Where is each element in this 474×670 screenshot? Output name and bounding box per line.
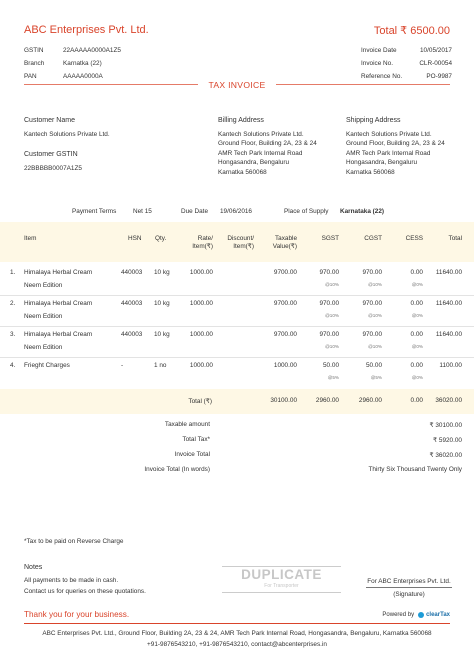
row-taxable: 9700.00 [273,269,297,276]
notes-line: All payments to be made in cash. [24,577,119,584]
due-date-value: 19/06/2016 [220,208,252,215]
gstin-value: 22AAAAA0000A1Z5 [63,47,121,54]
total-cgst: 2960.00 [358,397,382,404]
row-sgst: 50.00 [323,362,339,369]
invoice-total-words-value: Thirty Six Thousand Twenty Only [368,466,462,473]
invoice-details [361,44,452,83]
row-item: Himalaya Herbal Cream [24,331,93,338]
notes-label: Notes [24,564,43,571]
col-discount-line1: Discount/ [227,235,254,242]
row-cess: 0.00 [410,300,423,307]
shipping-line: Ground Floor, Building 2A, 23 & 24 [346,140,445,147]
row-sgst-rate: @10% [325,344,339,349]
row-divider [0,357,474,358]
col-taxable-line1: Taxable [274,235,297,242]
row-cess: 0.00 [410,362,423,369]
invoice-date-label: Invoice Date [361,47,397,54]
invoice-date-value: 10/05/2017 [420,47,452,54]
total-cess: 0.00 [410,397,423,404]
row-rate: 1000.00 [189,331,213,338]
row-divider [0,295,474,296]
customer-gstin: 22BBBBB0007A1Z5 [24,164,82,172]
row-qty: 1 no [154,362,167,369]
shipping-address-label: Shipping Address [346,117,401,124]
duplicate-stamp-main: DUPLICATE [241,567,322,582]
col-item: Item [24,235,37,242]
row-rate: 1000.00 [189,300,213,307]
invoice-number-label: Invoice No. [361,60,393,67]
total-tax-value: ₹ 5920.00 [433,437,462,444]
row-total: 11640.00 [435,331,462,338]
row-item: Himalaya Herbal Cream [24,300,93,307]
reverse-charge-note: *Tax to be paid on Reverse Charge [24,538,124,545]
row-taxable: 1000.00 [273,362,297,369]
shipping-line: AMR Tech Park Internal Road [346,149,431,157]
billing-address-label: Billing Address [218,117,264,124]
col-taxable [273,235,297,250]
branch-label: Branch [24,60,45,67]
row-cess-rate: @0% [411,375,423,380]
table-header [0,222,474,262]
row-qty: 10 kg [154,300,170,307]
row-cgst-rate: @10% [368,313,382,318]
invoice-total-header: Total ₹ 6500.00 [373,25,450,37]
row-divider [0,326,474,327]
shipping-line: Kantech Solutions Private Ltd. [346,130,432,138]
seller-details [24,44,121,83]
pan-value: AAAAA0000A [63,73,103,80]
row-total: 11640.00 [435,300,462,307]
invoice-total-label: Invoice Total [174,451,210,458]
row-item-detail: Neem Edition [24,344,63,351]
col-taxable-line2: Value(₹) [272,243,297,250]
row-item: Himalaya Herbal Cream [24,269,93,276]
duplicate-stamp [222,566,341,593]
col-rate-line1: Rate/ [197,235,213,242]
pan-label: PAN [24,73,37,80]
row-cgst: 50.00 [366,362,382,369]
row-taxable: 9700.00 [273,300,297,307]
thank-you-message: Thank you for your business. [24,610,130,619]
footer-address-block [0,628,474,650]
billing-line: Hongasandra, Bengaluru [218,159,290,166]
row-cgst-rate: @10% [368,344,382,349]
billing-line: Karnatka 560068 [218,168,267,176]
col-hsn: HSN [128,235,142,242]
duplicate-stamp-sub: For Transporter [264,583,299,589]
customer-block [24,116,110,173]
row-sgst: 970.00 [319,331,339,338]
place-of-supply-value: Karnataka (22) [340,208,385,215]
row-hsn: - [121,362,124,369]
row-cgst: 970.00 [362,300,382,307]
row-qty: 10 kg [154,331,170,338]
row-sgst: 970.00 [319,269,339,276]
row-total: 11640.00 [435,269,462,276]
row-taxable: 9700.00 [273,331,297,338]
row-item-detail: Neem Edition [24,313,63,320]
billing-line: Kantech Solutions Private Ltd. [218,130,304,138]
branch-value: Karnatka (22) [63,60,102,67]
row-cess: 0.00 [410,331,423,338]
row-cess-rate: @0% [411,344,423,349]
col-rate [192,235,213,250]
row-cess-rate: @0% [411,313,423,318]
row-number: 4. [10,362,16,369]
customer-name: Kantech Solutions Private Ltd. [24,130,110,138]
signature-block [366,576,452,600]
table-total-row [0,389,474,414]
shipping-line: Hongasandra, Bengaluru [346,159,418,166]
invoice-number-value: CLR-00054 [419,60,452,67]
row-hsn: 440003 [121,300,143,307]
cleartax-brand: clearTax [426,612,450,618]
notes-line: Contact us for queries on these quotations. [24,588,146,595]
total-sgst: 2960.00 [315,397,339,404]
taxable-amount-value: ₹ 30100.00 [429,422,462,429]
row-sgst-rate: @10% [325,313,339,318]
billing-line: AMR Tech Park Internal Road [218,149,303,157]
row-rate: 1000.00 [189,269,213,276]
footer-contact: +91-9876543210, +91-9876543210, contact@abcenterprises.in [147,641,327,648]
row-hsn: 440003 [121,331,143,338]
row-cgst: 970.00 [362,269,382,276]
shipping-line: Karnatka 560068 [346,168,395,176]
row-cess-rate: @0% [411,282,423,287]
row-number: 3. [10,331,16,338]
row-sgst-rate: @5% [327,375,339,380]
col-discount [227,235,254,250]
col-sgst: SGST [321,235,339,242]
due-date-label: Due Date [181,208,208,215]
col-cgst: CGST [364,235,382,242]
row-hsn: 440003 [121,269,143,276]
invoice-total-value: ₹ 36020.00 [429,452,462,459]
shipping-address-block [346,116,445,177]
company-name: ABC Enterprises Pvt. Ltd. [24,24,149,36]
footer-address: ABC Enterprises Pvt. Ltd., Ground Floor, Building 2A, 23 & 24, AMR Tech Park Internal Road, Hongasandra, Bengaluru, Karnatka 560068 [42,630,432,637]
row-sgst: 970.00 [319,300,339,307]
invoice-total-words-label: Invoice Total (In words) [144,466,210,473]
signature-label: (Signature) [366,587,452,600]
reference-number-label: Reference No. [361,73,403,80]
row-cgst-rate: @10% [368,282,382,287]
document-title-text: TAX INVOICE [198,80,275,90]
reference-number-value: PO-9987 [426,73,452,80]
col-rate-line2: Item(₹) [192,243,213,250]
col-total: Total [448,235,462,242]
signature-for: For ABC Enterprises Pvt. Ltd. [367,578,451,585]
powered-by [382,612,450,618]
total-tax-label: Total Tax* [182,436,210,443]
col-cess: CESS [405,235,423,242]
row-cess: 0.00 [410,269,423,276]
powered-by-label: Powered by [382,612,415,618]
cleartax-logo-icon [418,612,424,618]
total-amount: 36020.00 [435,397,462,404]
payment-terms-label: Payment Terms [72,208,117,215]
row-number: 1. [10,269,16,276]
taxable-amount-label: Taxable amount [164,421,210,428]
row-rate: 1000.00 [189,362,213,369]
notes-block [24,562,146,597]
col-discount-line2: Item(₹) [233,243,254,250]
billing-line: Ground Floor, Building 2A, 23 & 24 [218,140,317,147]
payment-terms-value: Net 15 [133,208,152,215]
place-of-supply-label: Place of Supply [284,208,329,215]
footer-divider [24,623,450,624]
billing-address-block [218,116,317,177]
col-qty: Qty. [155,235,167,242]
row-item: Frieght Charges [24,362,70,369]
row-sgst-rate: @10% [325,282,339,287]
document-title [0,80,474,90]
row-cgst-rate: @5% [370,375,382,380]
total-row-label: Total (₹) [188,398,212,405]
customer-name-label: Customer Name [24,117,75,124]
row-number: 2. [10,300,16,307]
gstin-label: GSTIN [24,47,44,54]
row-qty: 10 kg [154,269,170,276]
row-cgst: 970.00 [362,331,382,338]
customer-gstin-label: Customer GSTIN [24,151,78,158]
row-total: 1100.00 [439,362,462,369]
row-item-detail: Neem Edition [24,282,63,289]
total-taxable: 30100.00 [270,397,297,404]
